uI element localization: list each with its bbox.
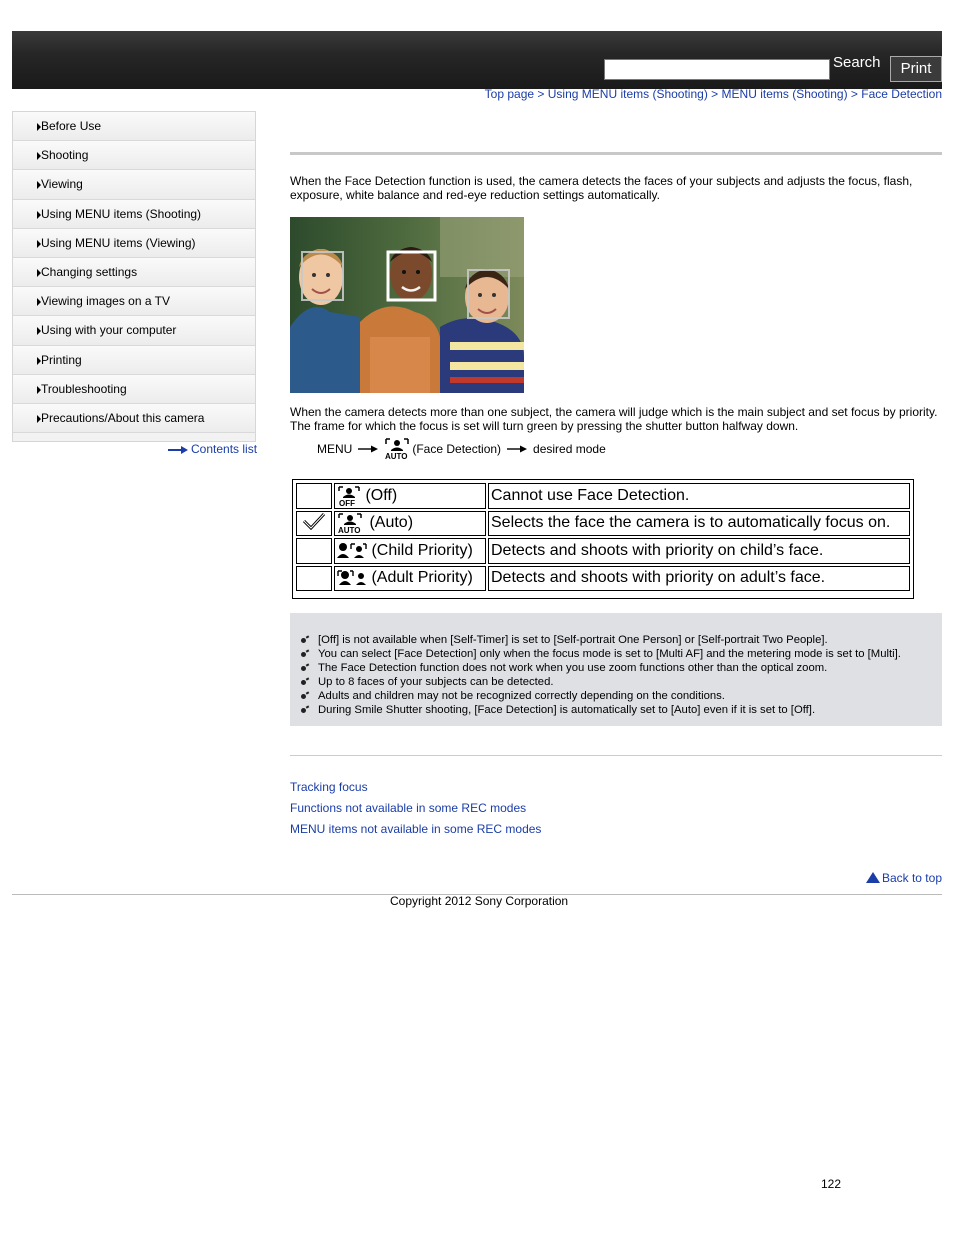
sidebar-item-label: Printing [41,352,82,367]
sidebar-item-label: Before Use [41,119,102,133]
copyright: Copyright 2012 Sony Corporation [390,894,569,908]
breadcrumb-face-detection[interactable]: Face Detection [861,87,942,101]
checkmark-icon [302,512,326,530]
intro-text: When the Face Detection function is used, the camera detects the faces of your subjects and adjusts the focus, flash, exposure, white balance and red-eye reduction settings automatically. [290,174,913,202]
sidebar-item-label: Using MENU items (Viewing) [41,235,196,250]
sidebar-item-computer[interactable] [13,316,255,345]
sidebar-item-menu-viewing[interactable] [13,229,255,258]
list-item [318,633,942,647]
note-text: During Smile Shutter shooting, [Face Detection] is automatically set to [Auto] even if it is set to [Off]. [318,704,816,716]
breadcrumb-separator: > [711,87,719,101]
arrow-right-icon [168,446,188,454]
sidebar-item-printing[interactable] [13,346,255,375]
note-text: Adults and children may not be recognized correctly depending on the conditions. [318,690,725,702]
sidebar [12,111,256,442]
bullet-icon [301,708,306,713]
mode-name-cell [334,483,486,509]
triangle-up-icon [866,872,880,883]
bullet-icon [301,694,306,699]
arrow-right-icon [37,240,41,248]
arrow-right-icon [37,357,41,365]
mode-name-cell [334,511,486,537]
contents-list-link[interactable] [168,442,257,456]
bullet-icon [301,680,306,685]
arrow-right-icon [37,152,41,160]
table-row [296,566,910,592]
breadcrumb-separator: > [850,87,858,101]
note-text: Up to 8 faces of your subjects can be detected. [318,676,554,688]
list-item [318,675,942,689]
note-text: [Off] is not available when [Self-Timer] is set to [Self-portrait One Person] or [Self-portrait Two People]. [318,634,828,646]
check-cell [296,538,332,564]
note-text: The Face Detection function does not work when you use zoom functions other than the optical zoom. [318,662,828,674]
title-divider [290,152,942,155]
related-links [290,780,541,843]
face-auto-icon [337,513,365,533]
face-auto-icon [384,438,412,460]
list-item [318,647,942,661]
child-priority-icon [337,542,367,560]
adult-priority-icon [337,569,367,587]
arrow-right-icon [37,298,41,306]
svg-text:OFF: OFF [339,498,355,506]
sidebar-item-troubleshooting[interactable] [13,375,255,404]
menu-path-end: desired mode [533,442,606,456]
mode-name: (Off) [365,486,398,504]
face-off-icon [337,486,361,506]
bullet-icon [301,652,306,657]
sidebar-item-label: Precautions/About this camera [41,410,205,425]
arrow-right-icon [358,445,378,453]
list-item [318,661,942,675]
mode-table [292,479,914,599]
sidebar-item-label: Changing settings [41,264,138,279]
sidebar-item-precautions[interactable] [13,404,255,433]
sidebar-item-shooting[interactable] [13,141,255,170]
sidebar-footer [13,433,255,441]
search-input[interactable] [604,59,830,80]
mode-name-cell [334,538,486,564]
mode-name: (Auto) [369,514,414,532]
arrow-right-icon [37,415,41,423]
breadcrumb-separator: > [537,87,545,101]
page-number: 122 [821,1177,842,1191]
arrow-right-icon [37,181,41,189]
sidebar-item-viewing[interactable] [13,170,255,199]
mode-desc-cell: Detects and shoots with priority on child’s face. [488,538,910,564]
table-row [296,483,910,509]
notes-box [290,613,942,726]
sidebar-item-label: Shooting [41,148,89,163]
mode-name: (Adult Priority) [371,569,473,587]
arrow-right-icon [37,386,41,394]
breadcrumb [485,87,942,101]
back-to-top-label: Back to top [881,871,942,885]
mode-name: (Child Priority) [371,541,473,559]
print-button[interactable]: Print [890,56,942,82]
svg-text:AUTO: AUTO [385,452,408,460]
sidebar-item-before-use[interactable] [13,112,255,141]
breadcrumb-menu-items-shooting[interactable]: MENU items (Shooting) [721,87,848,101]
breadcrumb-top-page[interactable]: Top page [484,87,535,101]
sidebar-item-viewing-tv[interactable] [13,287,255,316]
mode-desc-cell: Selects the face the camera is to automatically focus on. [488,511,910,537]
search-button[interactable]: Search [833,54,881,71]
mode-desc-cell: Detects and shoots with priority on adult’s face. [488,566,910,592]
sidebar-item-label: Viewing [41,177,83,192]
check-cell [296,483,332,509]
related-divider [290,755,942,756]
menu-path-item: (Face Detection) [412,442,502,456]
face-detection-photo [290,217,524,393]
contents-list-label: Contents list [191,442,258,456]
arrow-right-icon [37,269,41,277]
sidebar-item-label: Using with your computer [41,323,177,338]
breadcrumb-using-menu-items-shooting[interactable]: Using MENU items (Shooting) [547,87,708,101]
related-link-tracking-focus[interactable]: Tracking focus [290,780,368,794]
arrow-right-icon [37,123,41,131]
table-row [296,511,910,537]
bullet-icon [301,666,306,671]
check-cell [296,566,332,592]
list-item [318,689,942,703]
menu-path [317,438,606,460]
menu-path-menu: MENU [317,442,353,456]
sidebar-item-label: Troubleshooting [41,381,127,396]
sidebar-item-label: Viewing images on a TV [41,294,170,309]
sidebar-item-changing-settings[interactable] [13,258,255,287]
bullet-icon [301,638,306,643]
arrow-right-icon [37,327,41,335]
back-to-top-link[interactable] [866,871,942,885]
arrow-right-icon [37,211,41,219]
mode-name-cell [334,566,486,592]
list-item [318,703,942,717]
sidebar-item-menu-shooting[interactable] [13,200,255,229]
arrow-right-icon [507,445,527,453]
priority-text: When the camera detects more than one subject, the camera will judge which is the main subject and set focus by priority. The frame for which the focus is set will turn green by pressing the shutter button halfway down. [290,405,938,433]
table-row [296,538,910,564]
svg-text:AUTO: AUTO [338,526,361,534]
note-text: You can select [Face Detection] only when the focus mode is set to [Multi AF] and the metering mode is set to [Multi]. [318,648,901,660]
mode-desc-cell: Cannot use Face Detection. [488,483,910,509]
related-link-functions-not-available[interactable]: Functions not available in some REC modes [290,801,527,815]
related-link-menu-items-not-available[interactable]: MENU items not available in some REC modes [290,822,542,836]
check-cell [296,511,332,537]
sidebar-item-label: Using MENU items (Shooting) [41,206,202,221]
